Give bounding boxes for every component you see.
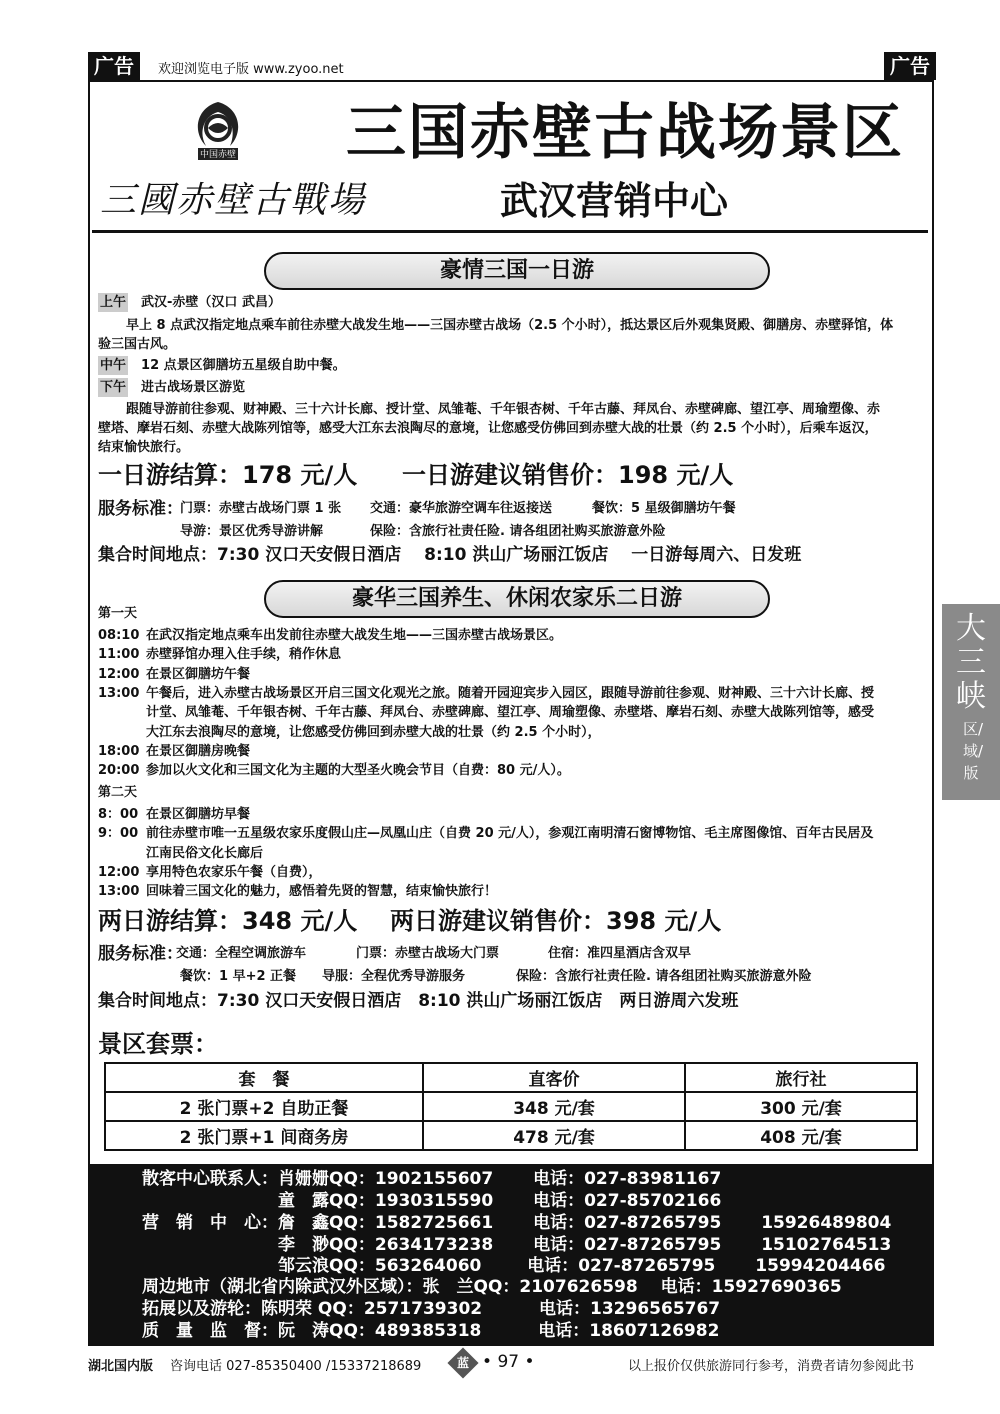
noon-text: 12 点景区御膳坊五星级自助中餐。 <box>141 358 346 373</box>
logo-small-text: 中国赤壁 <box>199 150 236 160</box>
tour2-service-3: 住宿：准四星酒店含双早 <box>548 946 692 961</box>
tour2-service-6: 保险：含旅行社责任险. 请各组团社购买旅游意外险 <box>516 969 812 984</box>
schedule-item <box>98 882 497 901</box>
cell-direct-price: 478 元/套 <box>423 1121 685 1150</box>
schedule-item <box>98 665 250 684</box>
tour2-meet: 集合时间地点：7:30 汉口天安假日酒店 8:10 洪山广场丽江饭店 两日游周六发班 <box>98 991 739 1011</box>
schedule-text: 计堂、凤雏菴、千年银杏树、千年古藤、拜凤台、赤壁碑廊、望江亭、周瑜塑像、赤壁塔、摩岩石刻、赤壁大战陈列馆等，感受 <box>146 705 875 721</box>
schedule-text: 回味着三国文化的魅力，感悟着先贤的智慧，结束愉快旅行！ <box>146 884 498 900</box>
tour1-meet: 集合时间地点：7:30 汉口天安假日酒店 8:10 洪山广场丽江饭店 一日游每周六、日发班 <box>98 545 802 565</box>
footer-disclaimer: 以上报价仅供旅游同行参考，消费者请勿参阅此书 <box>628 1359 915 1374</box>
schedule-time: 13:00 <box>98 685 140 701</box>
tour2-service-5: 导服：全程优秀导游服务 <box>322 969 466 984</box>
table-row <box>105 1121 917 1150</box>
tour1-service-2: 交通：豪华旅游空调车往返接送 <box>370 501 553 516</box>
tour2-service-4: 餐饮：1 早+2 正餐 <box>180 969 297 984</box>
pm-route: 进古战场景区游览 <box>141 380 246 395</box>
contact-line: 李 渺QQ：2634173238 电话：027-87265795 15102764513 <box>142 1235 892 1255</box>
schedule-item <box>98 723 601 742</box>
am-route: 武汉-赤壁（汉口 武昌） <box>141 295 281 310</box>
schedule-text: 午餐后，进入赤壁古战场景区开启三国文化观光之旅。随着开园迎宾步入园区，跟随导游前往参观、财神殿、三十六计长廊、授 <box>146 685 875 701</box>
cell-package: 2 张门票+1 间商务房 <box>105 1121 423 1150</box>
contact-line: 散客中心联系人：肖姗姗QQ：1902155607 电话：027-83981167 <box>142 1169 722 1189</box>
schedule-time: 12:00 <box>98 864 140 880</box>
schedule-item <box>98 684 874 703</box>
table-header-row <box>105 1063 917 1092</box>
schedule-item <box>98 824 873 843</box>
page-number-value: 97 <box>497 1352 520 1372</box>
day2-label: 第二天 <box>98 785 138 800</box>
col-header-agency-price: 旅行社 <box>685 1063 917 1092</box>
footer-badge: 蓝 <box>456 1356 469 1370</box>
schedule-text: 前往赤壁市唯一五星级农家乐度假山庄—凤凰山庄（自费 20 元/人），参观江南明清石窗博物馆、毛主席图像馆、百年古民居及 <box>146 826 874 842</box>
tour2-price-suggest: 两日游建议销售价：398 元/人 <box>390 907 722 935</box>
logo-script-text: 三國赤壁古戰場 <box>100 180 367 221</box>
tour2-title: 豪华三国养生、休闲农家乐二日游 <box>264 580 770 618</box>
schedule-text: 在景区御膳坊午餐 <box>146 666 251 682</box>
tour2-service-2: 门票：赤壁古战场大门票 <box>356 946 500 961</box>
schedule-text: 赤壁驿馆办理入住手续，稍作休息 <box>146 647 342 663</box>
tour1-service-3: 餐饮：5 星级御膳坊午餐 <box>592 501 736 516</box>
side-tab-title: 大三峡 <box>956 611 986 714</box>
footer-edition: 湖北国内版 <box>88 1359 154 1374</box>
schedule-time: 20:00 <box>98 763 140 779</box>
contact-line: 童 露QQ：1930315590 电话：027-85702166 <box>142 1191 722 1211</box>
footer-phone: 咨询电话 027-85350400 /15337218689 <box>170 1359 422 1374</box>
cell-direct-price: 348 元/套 <box>423 1092 685 1121</box>
col-header-package: 套 餐 <box>105 1063 423 1092</box>
page-subtitle: 武汉营销中心 <box>500 179 729 223</box>
col-header-direct-price: 直客价 <box>423 1063 685 1092</box>
tour1-noon-line <box>98 356 346 375</box>
schedule-text: 大江东去浪陶尽的意境，让您感受仿佛回到赤壁大战的壮景（约 2.5 个小时）， <box>146 724 601 740</box>
cell-package: 2 张门票+2 自助正餐 <box>105 1092 423 1121</box>
tour1-price-settle: 一日游结算：178 元/人 <box>98 461 358 489</box>
schedule-text: 享用特色农家乐午餐（自费）， <box>146 864 322 880</box>
am-label: 上午 <box>100 295 127 310</box>
schedule-item <box>98 742 250 761</box>
schedule-time: 12:00 <box>98 666 140 682</box>
schedule-item <box>98 805 250 824</box>
ad-tag-right: 广告 <box>884 52 936 80</box>
contact-line: 质 量 监 督：阮 涛QQ：489385318 电话：18607126982 <box>142 1321 720 1341</box>
schedule-time: 8：00 <box>98 807 139 822</box>
header-divider <box>92 230 928 233</box>
tour1-title: 豪情三国一日游 <box>264 252 770 290</box>
pm-text-3: 结束愉快旅行。 <box>98 440 190 455</box>
site-url: 欢迎浏览电子版 www.zyoo.net <box>158 62 344 77</box>
schedule-text: 在景区御膳房晚餐 <box>146 743 251 759</box>
noon-label: 中午 <box>100 358 127 373</box>
contact-line: 周边地市（湖北省内除武汉外区域）：张 兰QQ：2107626598 电话：15927690365 <box>142 1277 842 1297</box>
tour1-am-line <box>98 293 281 312</box>
schedule-time: 13:00 <box>98 884 140 900</box>
tour2-service-label: 服务标准： <box>98 944 183 964</box>
schedule-item <box>98 626 562 645</box>
schedule-time: 18:00 <box>98 743 140 759</box>
cell-agency-price: 408 元/套 <box>685 1121 917 1150</box>
schedule-item <box>98 844 263 863</box>
schedule-item <box>98 645 341 664</box>
am-text-1: 早上 8 点武汉指定地点乘车前往赤壁大战发生地——三国赤壁古战场（2.5 个小时），抵达景区后外观集贤殿、御膳房、赤壁驿馆，体 <box>126 318 894 333</box>
schedule-time: 08:10 <box>98 628 140 643</box>
tour1-service-label: 服务标准： <box>98 499 183 519</box>
region-side-tab <box>942 604 1000 800</box>
side-tab-subtitle: 区/域/版 <box>963 720 984 782</box>
page-number: • 97 • <box>482 1352 535 1372</box>
schedule-text: 参加以火文化和三国文化为主题的大型圣火晚会节目（自费：80 元/人）。 <box>146 763 570 779</box>
am-text-2: 验三国古风。 <box>98 337 177 352</box>
schedule-item <box>98 863 322 882</box>
schedule-text: 江南民俗文化长廊后 <box>146 845 264 861</box>
tour2-price-settle: 两日游结算：348 元/人 <box>98 907 358 935</box>
contact-line: 拓展以及游轮：陈明荣 QQ：2571739302 电话：13296565767 <box>142 1299 721 1319</box>
tour1-service-4: 导游：景区优秀导游讲解 <box>180 524 324 539</box>
day1-label: 第一天 <box>98 606 138 621</box>
pm-text-1: 跟随导游前往参观、财神殿、三十六计长廊、授计堂、凤雏菴、千年银杏树、千年古藤、拜凤台、赤壁碑廊、望江亭、周瑜塑像、赤 <box>126 402 881 417</box>
schedule-time: 11:00 <box>98 647 140 663</box>
contact-line: 营 销 中 心：詹 鑫QQ：1582725661 电话：027-87265795 15926489804 <box>142 1213 892 1233</box>
schedule-item <box>98 761 570 780</box>
page-title: 三国赤壁古战场景区 <box>346 98 904 168</box>
schedule-time: 9：00 <box>98 826 139 842</box>
contact-panel <box>88 1164 934 1344</box>
schedule-text: 在武汉指定地点乘车出发前往赤壁大战发生地——三国赤壁古战场景区。 <box>146 628 563 643</box>
tour1-service-5: 保险：含旅行社责任险. 请各组团社购买旅游意外险 <box>370 524 666 539</box>
tickets-title: 景区套票： <box>98 1030 218 1058</box>
ad-tag-left: 广告 <box>88 52 140 80</box>
pm-text-2: 壁塔、摩岩石刻、赤壁大战陈列馆等，感受大江东去浪陶尽的意境，让您感受仿佛回到赤壁大战的壮景（约 2.5 个小时），后乘车返汉， <box>98 421 878 436</box>
tour2-service-1: 交通：全程空调旅游车 <box>176 946 307 961</box>
table-row <box>105 1092 917 1121</box>
ticket-table <box>104 1062 918 1151</box>
cell-agency-price: 300 元/套 <box>685 1092 917 1121</box>
tour1-pm-line <box>98 378 245 397</box>
schedule-item <box>98 703 874 722</box>
pm-label: 下午 <box>100 380 127 395</box>
schedule-text: 在景区御膳坊早餐 <box>146 807 251 822</box>
tour1-price-suggest: 一日游建议销售价：198 元/人 <box>402 461 734 489</box>
contact-line: 邹云浪QQ：563264060 电话：027-87265795 15994204466 <box>142 1256 886 1276</box>
tour1-service-1: 门票：赤壁古战场门票 1 张 <box>180 501 342 516</box>
